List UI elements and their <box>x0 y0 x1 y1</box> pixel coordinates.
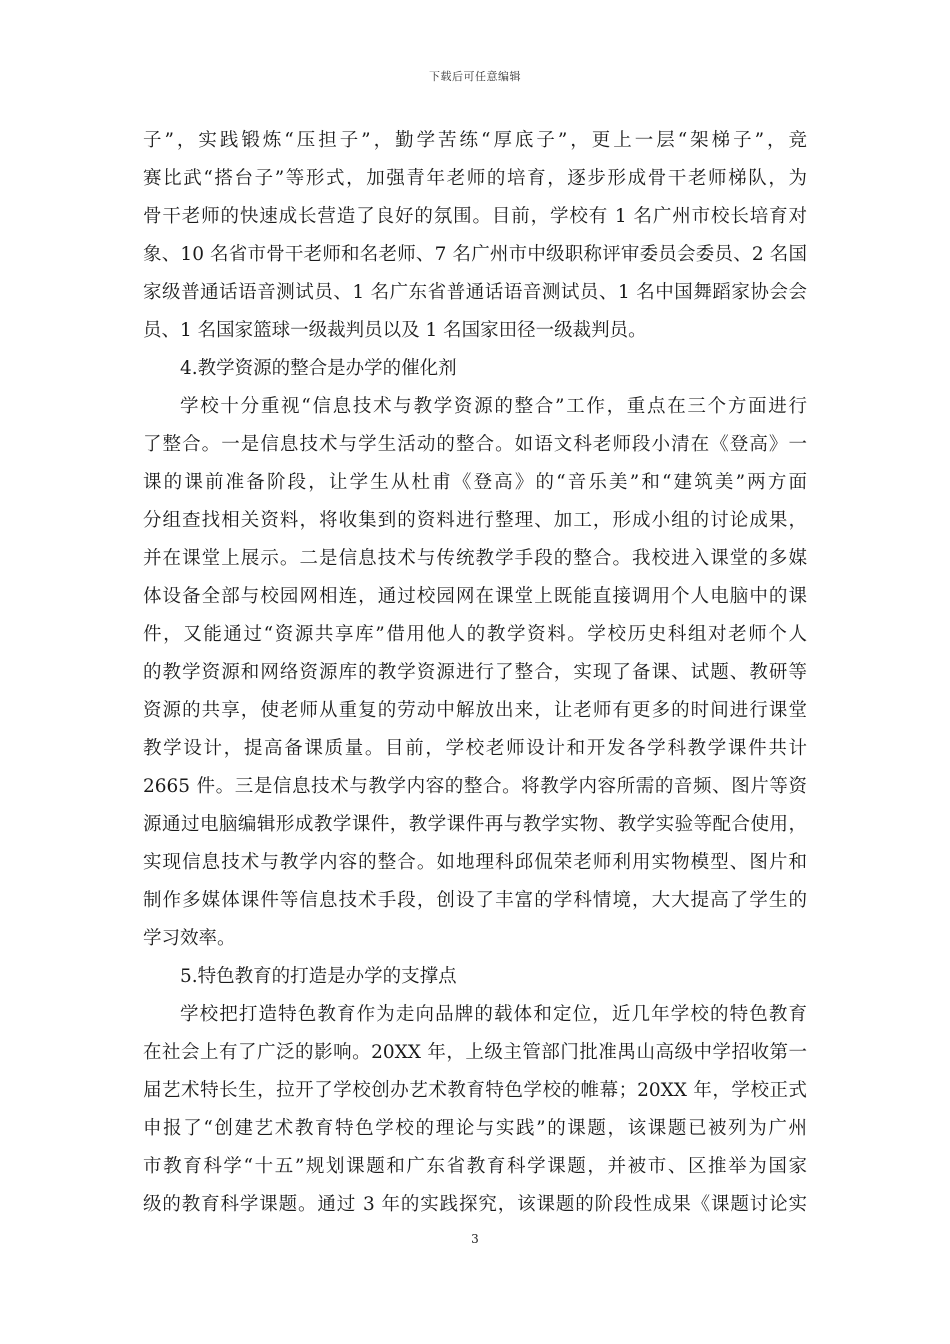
heading-line: 4.教学资源的整合是办学的催化剂 <box>180 358 457 379</box>
text-line: 家级普通话语音测试员、1 名广东省普通话语音测试员、1 名中国舞蹈家协会会 <box>143 282 807 303</box>
text-line: 件，又能通过“资源共享库”借用他人的教学资料。学校历史科组对老师个人 <box>143 624 807 645</box>
paragraph <box>143 388 807 958</box>
text-line: 源通过电脑编辑形成教学课件，教学课件再与教学实物、教学实验等配合使用， <box>143 814 807 835</box>
text-line: 市教育科学“十五”规划课题和广东省教育科学课题，并被市、区推举为国家 <box>143 1156 807 1177</box>
text-line: 级的教育科学课题。通过 3 年的实践探究，该课题的阶段性成果《课题讨论实 <box>143 1194 807 1215</box>
text-line: 制作多媒体课件等信息技术手段，创设了丰富的学科情境，大大提高了学生的 <box>143 890 807 911</box>
text-line: 学校把打造特色教育作为走向品牌的载体和定位，近几年学校的特色教育 <box>180 1004 807 1025</box>
page-header: 下载后可任意编辑 <box>429 70 521 83</box>
paragraph <box>143 122 807 350</box>
text-line: 申报了“创建艺术教育特色学校的理论与实践”的课题，该课题已被列为广州 <box>143 1118 807 1139</box>
paragraph <box>143 996 807 1224</box>
text-line: 赛比武“搭台子”等形式，加强青年老师的培育，逐步形成骨干老师梯队，为 <box>143 168 807 189</box>
text-line: 子”，实践锻炼“压担子”，勤学苦练“厚底子”，更上一层“架梯子”，竞 <box>143 130 807 151</box>
text-line: 的教学资源和网络资源库的教学资源进行了整合，实现了备课、试题、教研等 <box>143 662 807 683</box>
text-line: 了整合。一是信息技术与学生活动的整合。如语文科老师段小清在《登高》一 <box>143 434 807 455</box>
text-line: 分组查找相关资料，将收集到的资料进行整理、加工，形成小组的讨论成果， <box>143 510 807 531</box>
heading-line: 5.特色教育的打造是办学的支撑点 <box>180 966 457 987</box>
text-line: 并在课堂上展示。二是信息技术与传统教学手段的整合。我校进入课堂的多媒 <box>143 548 807 569</box>
text-line: 体设备全部与校园网相连，通过校园网在课堂上既能直接调用个人电脑中的课 <box>143 586 807 607</box>
section-heading <box>143 958 807 996</box>
text-line: 资源的共享，使老师从重复的劳动中解放出来，让老师有更多的时间进行课堂 <box>143 700 807 721</box>
text-line: 在社会上有了广泛的影响。20XX 年，上级主管部门批准禺山高级中学招收第一 <box>143 1042 807 1063</box>
text-line: 员、1 名国家篮球一级裁判员以及 1 名国家田径一级裁判员。 <box>143 320 647 341</box>
text-line: 课的课前准备阶段，让学生从杜甫《登高》的“音乐美”和“建筑美”两方面 <box>143 472 807 493</box>
page-number: 3 <box>471 1232 479 1246</box>
section-heading <box>143 350 807 388</box>
text-line: 骨干老师的快速成长营造了良好的氛围。目前，学校有 1 名广州市校长培育对 <box>143 206 807 227</box>
text-line: 象、10 名省市骨干老师和名老师、7 名广州市中级职称评审委员会委员、2 名国 <box>143 244 807 265</box>
text-line: 实现信息技术与教学内容的整合。如地理科邱侃荣老师利用实物模型、图片和 <box>143 852 807 873</box>
document-body <box>143 122 807 1224</box>
text-line: 学习效率。 <box>143 928 236 949</box>
text-line: 教学设计，提高备课质量。目前，学校老师设计和开发各学科教学课件共计 <box>143 738 807 759</box>
text-line: 届艺术特长生，拉开了学校创办艺术教育特色学校的帷幕；20XX 年，学校正式 <box>143 1080 807 1101</box>
text-line: 2665 件。三是信息技术与教学内容的整合。将教学内容所需的音频、图片等资 <box>143 776 807 797</box>
text-line: 学校十分重视“信息技术与教学资源的整合”工作，重点在三个方面进行 <box>180 396 807 417</box>
